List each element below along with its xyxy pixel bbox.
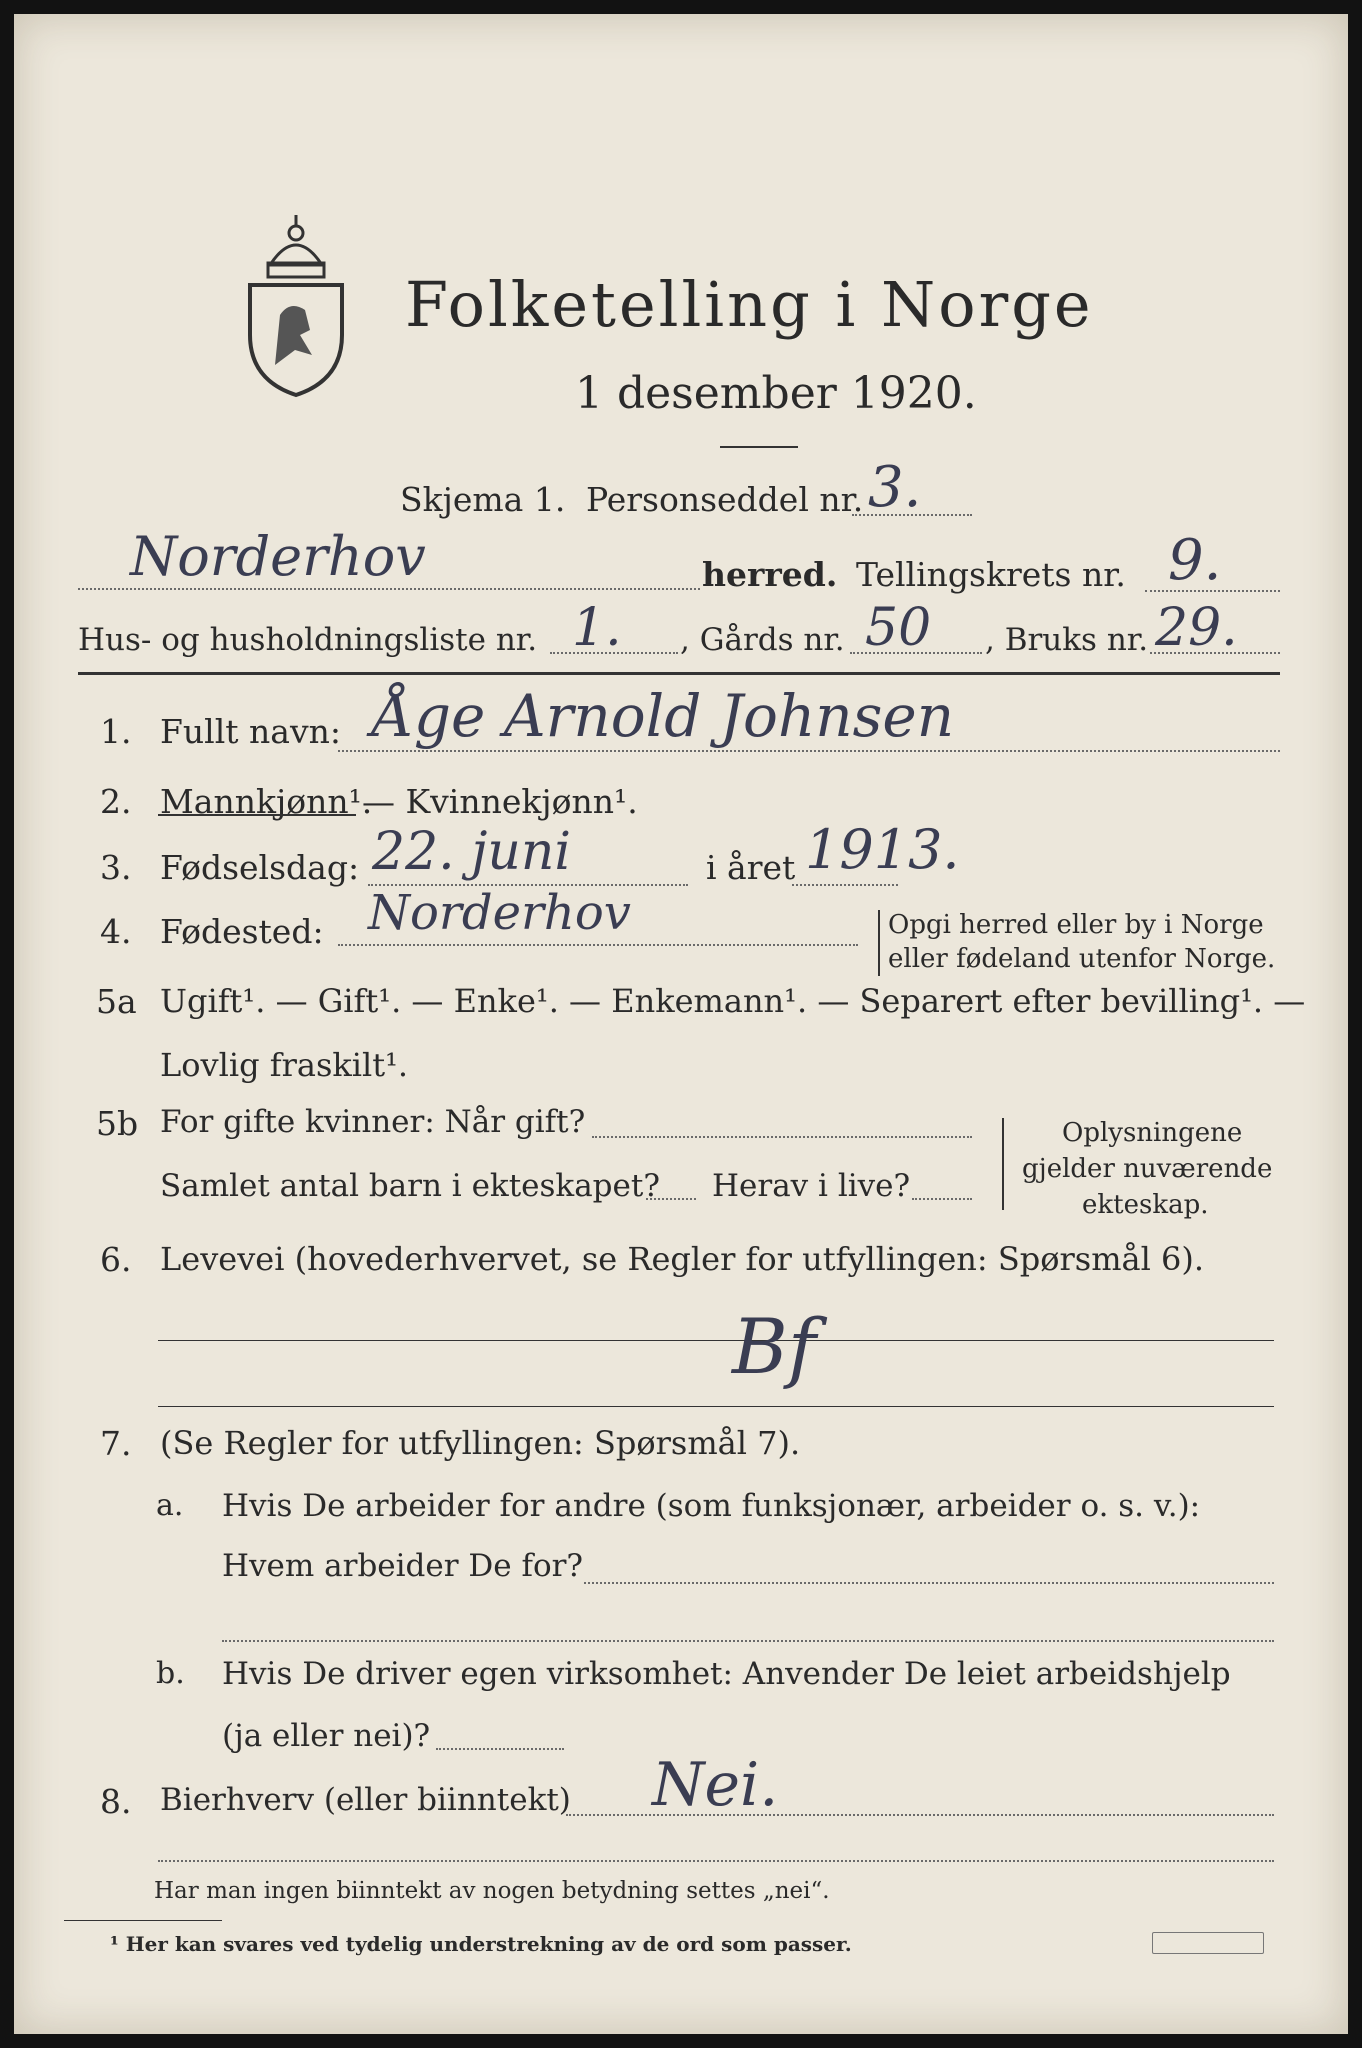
- footnote: ¹ Her kan svares ved tydelig understrekning av de ord som passer.: [110, 1932, 852, 1956]
- page-title: Folketelling i Norge: [405, 268, 1094, 341]
- q7b-help-line: [436, 1748, 564, 1750]
- title-divider: [720, 446, 798, 448]
- personseddel-label: Personseddel nr.: [586, 480, 864, 519]
- q5b-note-line1: Oplysningene: [1062, 1118, 1243, 1148]
- q2-number: 2.: [100, 782, 132, 821]
- q7a-letter: a.: [156, 1488, 184, 1523]
- q3-year-line: [792, 884, 898, 886]
- q4-value: Norderhov: [368, 885, 631, 941]
- q8-label: Bierhverv (eller biinntekt): [160, 1782, 571, 1818]
- q3-label: Fødselsdag:: [160, 848, 360, 887]
- q3-year-value: 1913.: [805, 818, 960, 881]
- personseddel-value: 3.: [868, 455, 922, 520]
- skjema-label: Skjema 1.: [400, 480, 566, 519]
- q4-note-line2: eller fødeland utenfor Norge.: [888, 944, 1276, 974]
- q1-label: Fullt navn:: [160, 712, 341, 751]
- q7a-employer-line: [584, 1582, 1274, 1584]
- q6-label: Levevei (hovederhvervet, se Regler for utfyllingen: Spørsmål 6).: [160, 1240, 1205, 1278]
- q5b-note-brace: [1002, 1118, 1004, 1210]
- q1-value: Åge Arnold Johnsen: [372, 682, 955, 750]
- q2-male-underline: [158, 814, 356, 816]
- q3-value: 22. juni: [372, 822, 571, 882]
- q8-value: Nei.: [652, 1750, 779, 1820]
- q7a-line1: Hvis De arbeider for andre (som funksjonær, arbeider o. s. v.):: [222, 1488, 1201, 1524]
- herred-line: [78, 588, 700, 590]
- q1-line: [338, 750, 1280, 752]
- q4-number: 4.: [100, 912, 132, 951]
- q4-note-brace: [878, 910, 880, 976]
- q3-year-label: i året: [706, 848, 796, 887]
- header-rule: [78, 672, 1280, 675]
- q8-number: 8.: [100, 1782, 132, 1821]
- q4-line: [338, 944, 858, 946]
- q6-number: 6.: [100, 1240, 132, 1279]
- q6-line1: [158, 1340, 1274, 1341]
- q5a-line2: Lovlig fraskilt¹.: [160, 1046, 409, 1084]
- q5b-alive-line: [912, 1198, 972, 1200]
- q2-female: — Kvinnekjønn¹.: [362, 782, 638, 821]
- q5b-number: 5b: [96, 1104, 139, 1143]
- footnote-rule: [64, 1920, 222, 1921]
- q7-number: 7.: [100, 1424, 132, 1463]
- q7b-line1: Hvis De driver egen virksomhet: Anvender De leiet arbeidshjelp: [222, 1656, 1231, 1692]
- q4-note-line1: Opgi herred eller by i Norge: [888, 910, 1264, 940]
- tellingskrets-value: 9.: [1168, 528, 1222, 593]
- q7a-line2: Hvem arbeider De for?: [222, 1548, 584, 1584]
- gards-value: 50: [865, 598, 932, 658]
- q6-line2: [158, 1406, 1274, 1407]
- q5a-line1: Ugift¹. — Gift¹. — Enke¹. — Enkemann¹. — Separert efter bevilling¹. —: [160, 982, 1306, 1020]
- q5b-children-line: [646, 1198, 696, 1200]
- q5b-line1: For gifte kvinner: Når gift?: [160, 1104, 586, 1140]
- hus-value: 1.: [572, 598, 622, 658]
- q1-number: 1.: [100, 712, 132, 751]
- q4-label: Fødested:: [160, 912, 324, 951]
- q7a-employer-line2: [222, 1640, 1274, 1642]
- q7-label: (Se Regler for utfyllingen: Spørsmål 7).: [160, 1424, 801, 1462]
- q5b-married-line: [592, 1136, 972, 1138]
- q3-number: 3.: [100, 848, 132, 887]
- q8-note: Har man ingen biinntekt av nogen betydning settes „nei“.: [154, 1878, 830, 1904]
- bruks-value: 29.: [1155, 598, 1238, 658]
- coat-of-arms-icon: [240, 205, 352, 400]
- census-date: 1 desember 1920.: [575, 368, 977, 419]
- q5b-note-line2: gjelder nuværende: [1022, 1154, 1273, 1184]
- q6-value: Bf: [732, 1302, 816, 1391]
- q8-line2: [158, 1860, 1274, 1862]
- herred-label: herred.: [702, 555, 838, 594]
- gards-label: , Gårds nr.: [680, 622, 845, 658]
- q5b-note-line3: ekteskap.: [1082, 1190, 1209, 1220]
- q5b-line2b: Herav i live?: [712, 1168, 911, 1204]
- printer-stamp: [1152, 1932, 1264, 1954]
- herred-value: Norderhov: [130, 525, 426, 588]
- q5a-number: 5a: [96, 982, 137, 1021]
- q7b-line2: (ja eller nei)?: [222, 1718, 431, 1754]
- bruks-label: , Bruks nr.: [985, 622, 1149, 658]
- q5b-line2a: Samlet antal barn i ekteskapet?: [160, 1168, 660, 1204]
- tellingskrets-label: Tellingskrets nr.: [856, 555, 1126, 594]
- hus-label: Hus- og husholdningsliste nr.: [78, 622, 538, 658]
- q7b-letter: b.: [156, 1656, 185, 1691]
- q2-male: Mannkjønn¹.: [160, 782, 373, 821]
